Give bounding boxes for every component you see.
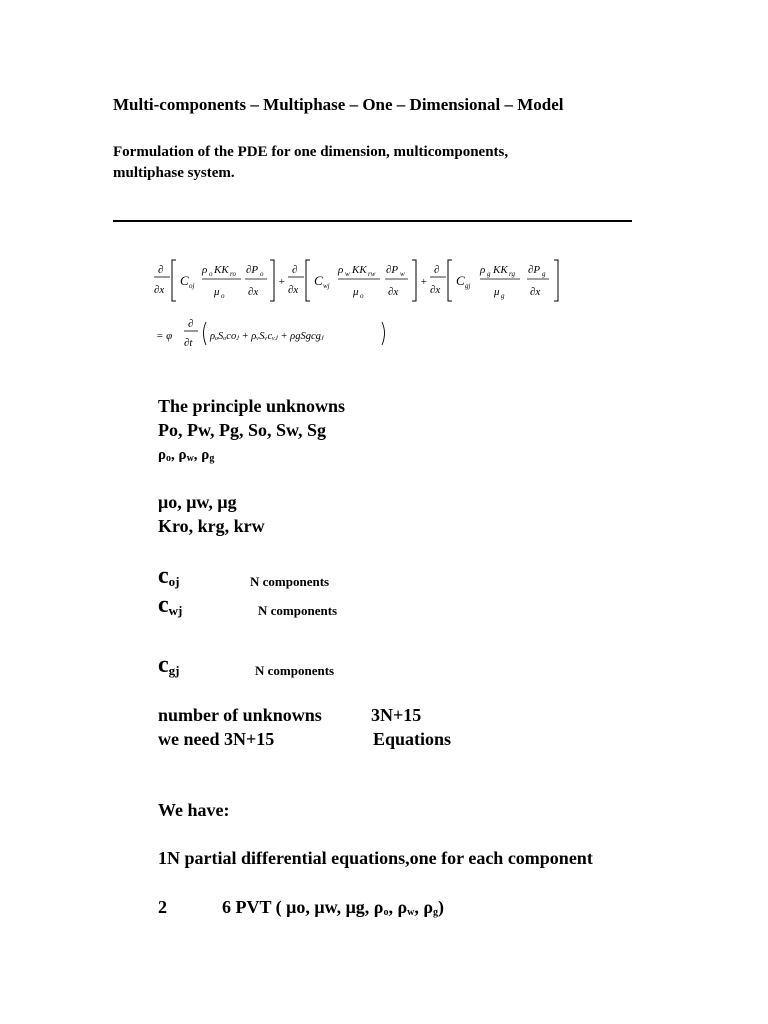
component-oil: coj [158, 563, 180, 589]
svg-text:rg: rg [509, 270, 515, 278]
svg-text:g: g [501, 292, 505, 300]
svg-text:o: o [360, 292, 364, 300]
unknowns-count-label: number of unknowns [158, 705, 322, 725]
equations-needed-value: Equations [373, 729, 452, 749]
svg-text:∂: ∂ [292, 264, 298, 276]
svg-text:rw: rw [368, 270, 376, 278]
component-gas: cgj [158, 652, 180, 678]
svg-text:∂x: ∂x [154, 284, 165, 296]
svg-text:∂P: ∂P [528, 264, 541, 276]
svg-text:w: w [400, 270, 405, 278]
svg-text:+: + [278, 276, 286, 288]
svg-text:μ: μ [214, 286, 220, 298]
svg-text:ρ: ρ [480, 264, 486, 276]
formulation-line-2: multiphase system. [113, 165, 235, 181]
unknowns-permeabilities: Kro, krg, krw [158, 516, 265, 536]
svg-text:ρ: ρ [202, 264, 208, 276]
component-gas-label: N components [255, 663, 335, 678]
svg-text:μ: μ [494, 286, 500, 298]
equation-rhs [156, 318, 385, 349]
svg-text:∂x: ∂x [248, 286, 259, 298]
svg-text:o: o [260, 270, 264, 278]
svg-text:∂P: ∂P [246, 264, 259, 276]
svg-text:∂x: ∂x [288, 284, 299, 296]
svg-text:∂x: ∂x [430, 284, 441, 296]
equations-needed-label: we need 3N+15 [158, 729, 275, 749]
unknowns-densities: $\rho_o$, $\rho_w$, $\rho_g$ [158, 447, 215, 464]
svg-text:g: g [487, 270, 491, 278]
term3-c-sub: gj [465, 282, 471, 290]
svg-text:∂P: ∂P [386, 264, 399, 276]
item-2-text: 6 PVT ( μo, μw, μg, $\rho_o$, $\rho_w$, $\rho_g$) [222, 897, 444, 918]
svg-text:o: o [221, 292, 225, 300]
document-title: Multi-components – Multiphase – One – Dimensional – Model [113, 95, 564, 114]
component-water-label: N components [258, 603, 338, 618]
svg-text:∂x: ∂x [530, 286, 541, 298]
svg-text:KK: KK [214, 264, 229, 276]
unknowns-viscosities: μo, μw, μg [158, 492, 237, 512]
svg-text:ρ: ρ [338, 264, 344, 276]
svg-text:ro: ro [230, 270, 236, 278]
unknowns-count-value: 3N+15 [371, 705, 422, 725]
formulation-line-1: Formulation of the PDE for one dimension, multicomponents, [113, 144, 509, 160]
svg-text:∂x: ∂x [388, 286, 399, 298]
svg-text:KK: KK [493, 264, 508, 276]
component-water: cwj [158, 592, 183, 618]
rhs-body: ρₒSₒcoⱼ + ρᵥSᵥcᵥⱼ + ρgSgcgⱼ [210, 331, 324, 342]
svg-text:C: C [180, 273, 189, 288]
unknowns-pressures-saturations: Po, Pw, Pg, So, Sw, Sg [158, 420, 327, 440]
rhs-prefix: = φ [156, 330, 173, 342]
item-2-number: 2 [158, 897, 167, 917]
svg-text:KK: KK [352, 264, 367, 276]
unknowns-heading: The principle unknowns [158, 396, 346, 416]
svg-text:w: w [345, 270, 350, 278]
we-have-heading: We have: [158, 800, 230, 820]
svg-text:μ: μ [353, 286, 359, 298]
svg-text:+: + [420, 276, 428, 288]
horizontal-rule [113, 220, 632, 222]
svg-text:C: C [314, 273, 323, 288]
svg-text:∂: ∂ [158, 264, 164, 276]
equation-lhs [154, 260, 558, 301]
term2-c-sub: wj [323, 282, 330, 290]
svg-text:o: o [209, 270, 213, 278]
pde-equation [150, 255, 590, 350]
term1-c-sub: oj [189, 282, 195, 290]
svg-text:g: g [542, 270, 546, 278]
svg-text:∂t: ∂t [184, 337, 193, 349]
svg-text:∂: ∂ [188, 318, 194, 330]
svg-text:C: C [456, 273, 465, 288]
svg-text:∂: ∂ [434, 264, 440, 276]
component-oil-label: N components [250, 574, 330, 589]
item-1: 1N partial differential equations,one for each component [158, 848, 593, 868]
